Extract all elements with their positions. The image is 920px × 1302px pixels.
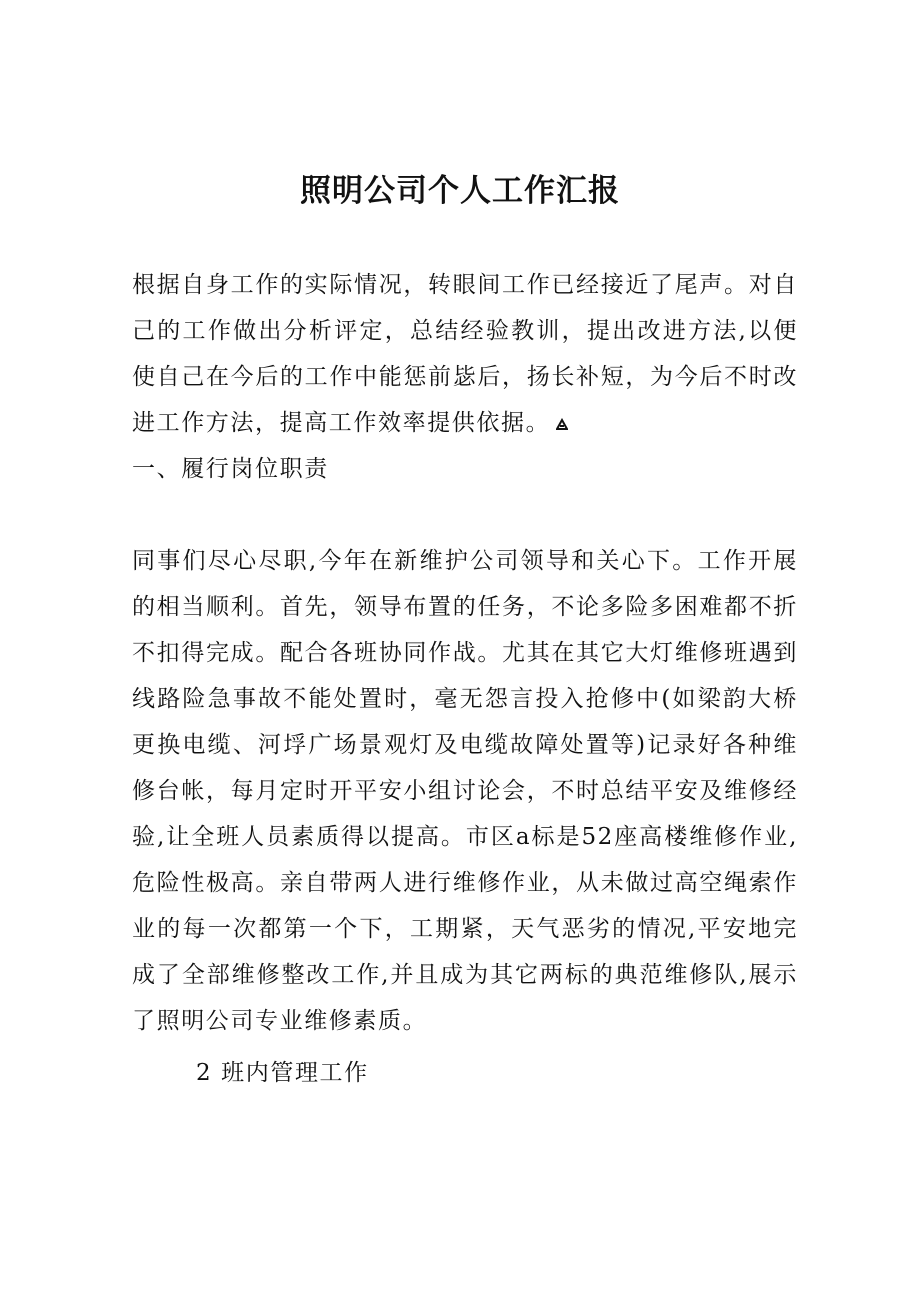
section-heading-team-management: 2 班内管理工作: [196, 1060, 369, 1086]
intro-text: 根据自身工作的实际情况，转眼间工作已经接近了尾声。对自己的工作做出分析评定，总结经验教训，提出改进方法,以便使自己在今后的工作中能惩前毖后，扬长补短，为今后不时改进工作方法，提高工作效率提供依据。: [132, 272, 798, 436]
duties-paragraph: 同事们尽心尽职,今年在新维护公司领导和关心下。工作开展的相当顺利。首先，领导布置的任务，不论多险多困难都不折不扣得完成。配合各班协同作战。尤其在其它大灯维修班遇到线路险急事故不能处置时，毫无怨言投入抢修中(如梁韵大桥更换电缆、河垺广场景观灯及电缆故障处置等)记录好各种维修台帐，每月定时开平安小组讨论会，不时总结平安及维修经验,让全班人员素质得以提高。市区a标是52座高楼维修作业,危险性极高。亲自带两人进行维修作业，从未做过高空绳索作业的每一次都第一个下，工期紧，天气恶劣的情况,平安地完成了全部维修整改工作,并且成为其它两标的典范维修队,展示了照明公司专业维修素质。: [132, 548, 798, 1034]
paragraph-mark-icon: [556, 418, 568, 430]
document-title: 照明公司个人工作汇报: [300, 173, 620, 209]
section-heading-duties: 一、履行岗位职责: [132, 456, 329, 482]
intro-paragraph: [132, 262, 798, 446]
